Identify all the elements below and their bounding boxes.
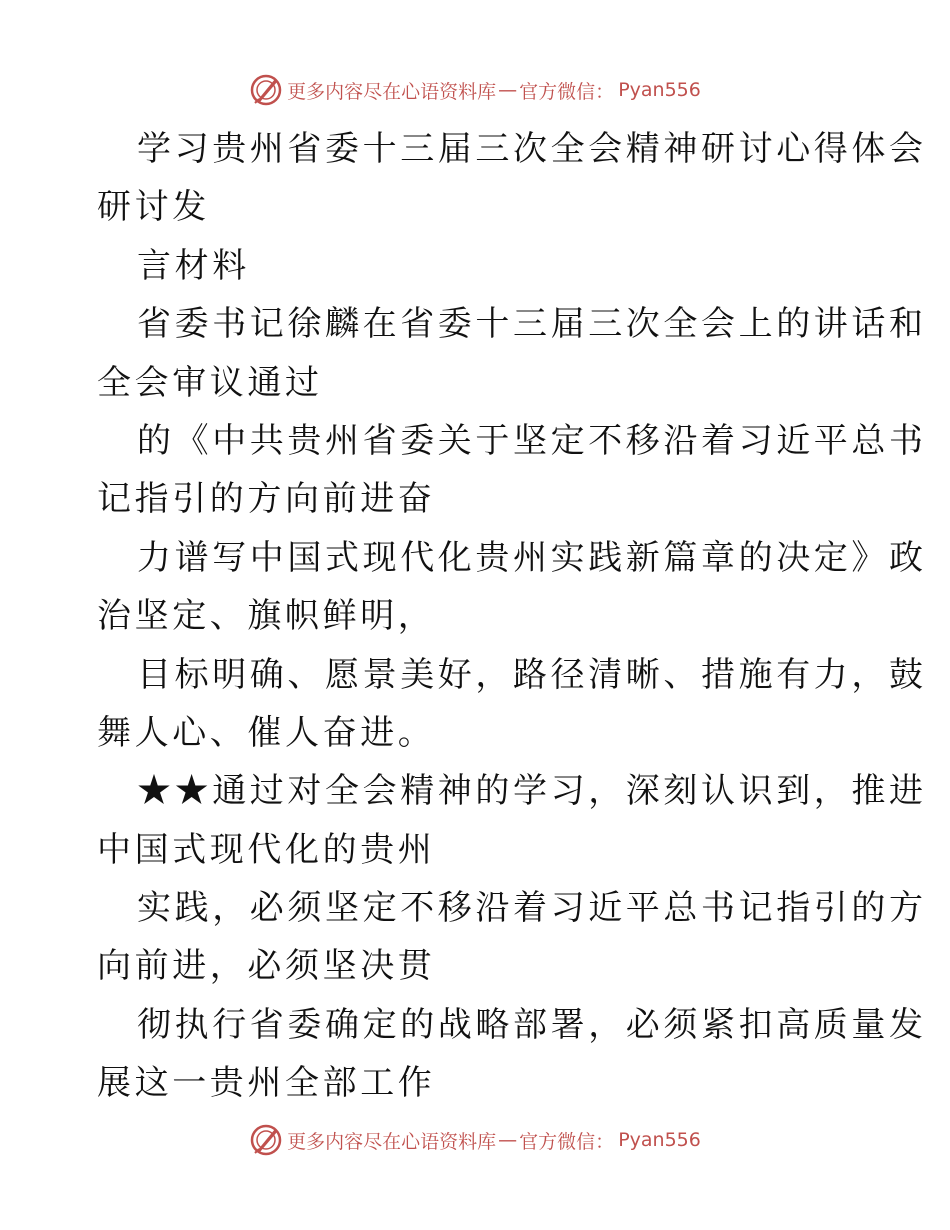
text-line: 舞人心、催人奋进。 [97, 712, 436, 753]
text-line: 向前进，必须坚决贯 [97, 946, 436, 987]
text-line: 学习贵州省委十三届三次全会精神研讨心得体会 [137, 129, 927, 169]
watermark-wechat-id: Pyan556 [618, 1129, 701, 1151]
watermark-separator: — [498, 79, 518, 101]
quill-logo-icon [249, 1123, 283, 1157]
text-line: 力谱写中国式现代化贵州实践新篇章的决定》政 [137, 537, 927, 578]
text-line: 中国式现代化的贵州 [97, 829, 436, 870]
text-line: 研讨发 [97, 187, 210, 228]
watermark-wechat-id: Pyan556 [618, 79, 701, 101]
watermark-wechat-label: 官方微信： [519, 1130, 615, 1153]
text-line: 彻执行省委确定的战略部署，必须紧扣高质量发 [137, 1004, 927, 1045]
text-line: 治坚定、旗帜鲜明， [97, 596, 436, 637]
watermark-header [0, 70, 950, 110]
text-line: 全会审议通过 [97, 362, 323, 403]
watermark-footer [0, 1120, 950, 1160]
text-line: 的《中共贵州省委关于坚定不移沿着习近平总书 [137, 420, 927, 461]
text-line: 记指引的方向前进奋 [97, 479, 436, 520]
watermark-separator: — [498, 1129, 518, 1151]
watermark-wechat-label: 官方微信： [519, 80, 615, 103]
text-line: ★★通过对全会精神的学习，深刻认识到，推进 [137, 771, 927, 812]
quill-logo-icon [249, 73, 283, 107]
text-line: 目标明确、愿景美好，路径清晰、措施有力，鼓 [137, 654, 927, 695]
text-line: 展这一贵州全部工作 [97, 1063, 436, 1104]
text-line: 言材料 [137, 245, 250, 286]
text-line: 实践，必须坚定不移沿着习近平总书记指引的方 [137, 888, 927, 929]
text-line: 省委书记徐麟在省委十三届三次全会上的讲话和 [137, 304, 927, 345]
watermark-main-text: 更多内容尽在心语资料库 [287, 80, 497, 103]
watermark-main-text: 更多内容尽在心语资料库 [287, 1130, 497, 1153]
document-body [97, 120, 927, 1113]
